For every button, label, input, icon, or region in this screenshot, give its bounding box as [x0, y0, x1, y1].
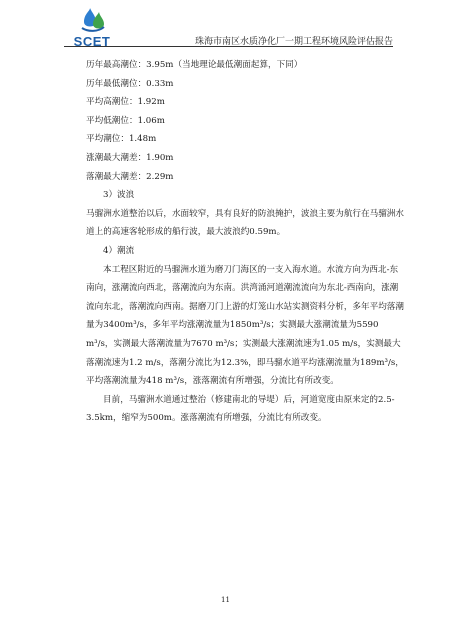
current-paragraph: 本工程区附近的马骝洲水道为磨刀门海区的一支入海水道。水流方向为西北-东南向，涨潮流向西北，落潮流向为东南。洪湾涌河道潮流流向为东北-西南向，涨潮流向东北，落潮流向西南。据磨刀门上游的灯笼山水站实测资料分析，多年平均落潮量为3400m³/s，多年平均涨潮流量为1850m³/s；实测最大涨潮流量为5590 m³/s，实测最大落潮流量为7670 m³/s；实测最大涨潮流速为1.05 m/s，实测最大落潮流速为1.2 m/s，落潮分流比为12.3%，即马骝水道平均涨潮流量为189m³/s，平均落潮流量为418 m³/s，涨落潮流有所增强，分流比有所改变。	[86, 264, 404, 387]
tide-item: 涨潮最大潮差：1.90m	[86, 152, 174, 163]
wave-heading: 3）波浪	[103, 190, 135, 201]
tide-item: 历年最高潮位：3.95m（当地理论最低潮面起算，下同）	[86, 60, 303, 70]
current-heading: 4）潮流	[103, 245, 135, 256]
logo-text: SCET	[73, 34, 111, 49]
page-header	[0, 0, 451, 56]
page-body	[86, 56, 406, 428]
logo-drop-icon	[78, 8, 106, 34]
report-title: 珠海市南区水质净化厂一期工程环境风险评估报告	[194, 37, 393, 47]
tide-item: 历年最低潮位：0.33m	[86, 78, 174, 89]
tide-item: 落潮最大潮差：2.29m	[86, 171, 174, 182]
tide-item: 平均低潮位：1.06m	[86, 115, 165, 126]
page-number: 11	[221, 596, 230, 604]
header-rule	[64, 46, 393, 47]
wave-paragraph: 马骝洲水道整治以后，水面较窄，具有良好的防浪掩护，波浪主要为航行在马骝洲水道上的高速客轮形成的船行波，最大波浪约0.59m。	[86, 208, 404, 238]
closing-paragraph: 目前，马骝洲水道通过整治（修建南北的导堤）后，河道宽度由原来定的2.5-3.5km，缩窄为500m。涨落潮流有所增强，分流比有所改变。	[86, 394, 395, 424]
scet-logo	[64, 8, 120, 48]
tide-item: 平均高潮位：1.92m	[86, 97, 165, 108]
tide-item: 平均潮位：1.48m	[86, 134, 157, 145]
